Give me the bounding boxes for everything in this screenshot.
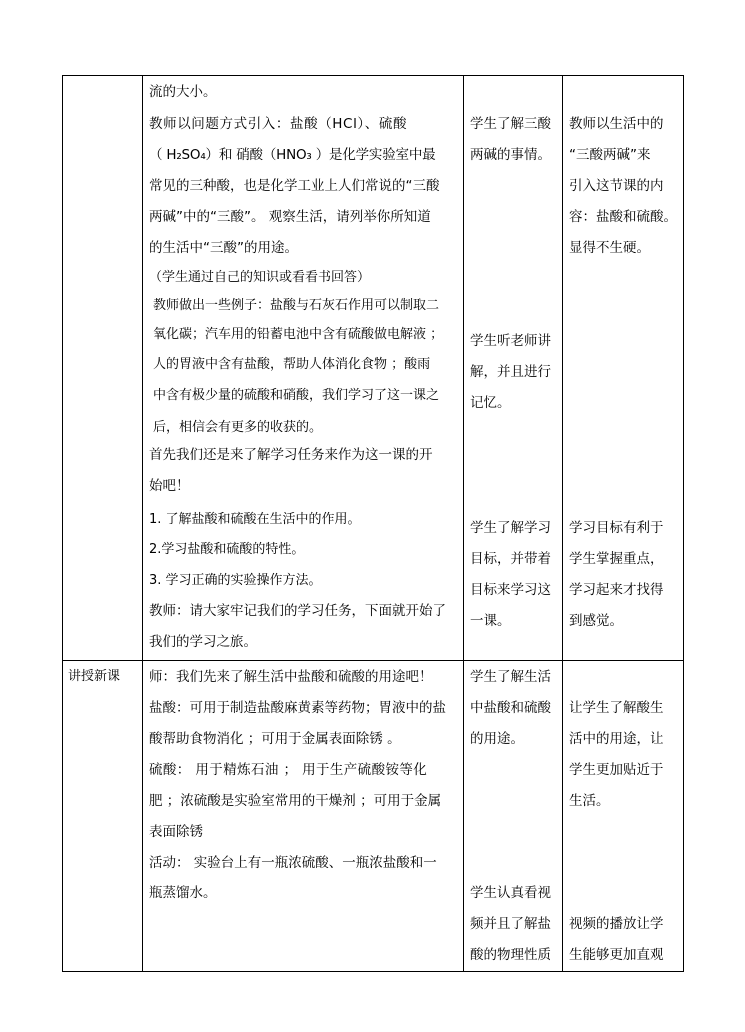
design-intent-line: 视频的播放让学: [569, 916, 664, 932]
student-activity-line: 学生听老师讲: [470, 333, 551, 349]
col-divider-4: [683, 75, 684, 972]
student-activity-line: 学生认真看视: [470, 885, 551, 901]
paragraph: 活动： 实验台上有一瓶浓硫酸、一瓶浓盐酸和一: [149, 855, 437, 871]
col-divider-1: [142, 75, 143, 972]
paragraph: 我们的学习之旅。: [149, 634, 257, 650]
paragraph: （学生通过自己的知识或看看书回答）: [149, 270, 371, 285]
design-intent-line: 到感觉。: [569, 613, 623, 629]
table-border-top: [62, 75, 684, 76]
design-intent-line: 生能够更加直观: [569, 947, 664, 963]
row-divider: [62, 660, 684, 661]
paragraph: 教师做出一些例子：盐酸与石灰石作用可以制取二: [153, 298, 440, 313]
design-intent-line: 让学生了解酸生: [569, 700, 664, 716]
student-activity-line: 解，并且进行: [470, 364, 551, 380]
paragraph: 的生活中“三酸”的用途。: [149, 240, 298, 256]
student-activity-line: 的用途。: [470, 731, 524, 747]
list-item: 3. 学习正确的实验操作方法。: [149, 573, 322, 588]
design-intent-line: 活中的用途，让: [569, 731, 664, 747]
paragraph: 常见的三种酸，也是化学工业上人们常说的“三酸: [149, 178, 440, 194]
design-intent-line: 教师以生活中的: [569, 116, 664, 132]
design-intent-line: 学习目标有利于: [569, 520, 664, 536]
design-intent-line: “三酸两碱”来: [569, 147, 651, 163]
design-intent-line: 学习起来才找得: [569, 582, 664, 598]
student-activity-line: 学生了解学习: [470, 520, 551, 536]
student-activity-line: 频并且了解盐: [470, 916, 551, 932]
list-item: 1. 了解盐酸和硫酸在生活中的作用。: [149, 512, 361, 527]
paragraph: 硫酸： 用于精炼石油 ； 用于生产硫酸铵等化: [149, 762, 428, 778]
table-border-bottom: [62, 971, 684, 972]
student-activity-line: 酸的物理性质: [470, 947, 551, 963]
student-activity-line: 目标，并带着: [470, 551, 551, 567]
paragraph: 教师以问题方式引入：盐酸（HCl）、硫酸: [149, 116, 408, 132]
paragraph: 首先我们还是来了解学习任务来作为这一课的开: [149, 447, 433, 463]
student-activity-line: 学生了解三酸: [470, 116, 551, 132]
paragraph: 始吧！: [149, 478, 190, 494]
paragraph: 表面除锈: [149, 824, 203, 840]
student-activity-line: 一课。: [470, 613, 511, 629]
list-item: 2.学习盐酸和硫酸的特性。: [149, 542, 305, 557]
paragraph: （ H₂SO₄）和 硝酸（HNO₃ ）是化学实验室中最: [149, 147, 436, 163]
design-intent-line: 学生更加贴近于: [569, 762, 664, 778]
paragraph: 酸帮助食物消化 ；可用于金属表面除锈 。: [149, 731, 401, 747]
stage-label: 讲授新课: [68, 669, 121, 684]
paragraph: 瓶蒸馏水。: [149, 885, 217, 901]
design-intent-line: 引入这节课的内: [569, 178, 664, 194]
col-divider-0: [62, 75, 63, 972]
paragraph: 两碱”中的“三酸”。 观察生活，请列举你所知道: [149, 209, 431, 225]
student-activity-line: 目标来学习这: [470, 582, 551, 598]
design-intent-line: 学生掌握重点，: [569, 551, 664, 567]
design-intent-line: 容：盐酸和硫酸。: [569, 209, 677, 225]
paragraph: 氧化碳；汽车用的铅蓄电池中含有硫酸做电解液 ；: [153, 327, 444, 342]
col-divider-2: [463, 75, 464, 972]
col-divider-3: [562, 75, 563, 972]
paragraph: 流的大小。: [149, 84, 217, 100]
student-activity-line: 学生了解生活: [470, 669, 551, 685]
paragraph: 教师：请大家牢记我们的学习任务，下面就开始了: [149, 603, 446, 619]
design-intent-line: 显得不生硬。: [569, 240, 650, 256]
paragraph: 人的胃液中含有盐酸，帮助人体消化食物 ；酸雨: [153, 357, 431, 372]
paragraph: 师：我们先来了解生活中盐酸和硫酸的用途吧！: [149, 669, 433, 685]
paragraph: 盐酸：可用于制造盐酸麻黄素等药物；胃液中的盐: [149, 700, 446, 716]
design-intent-line: 生活。: [569, 793, 610, 809]
student-activity-line: 两碱的事情。: [470, 147, 551, 163]
student-activity-line: 中盐酸和硫酸: [470, 700, 551, 716]
paragraph: 后，相信会有更多的收获的。: [153, 420, 323, 435]
paragraph: 肥 ；浓硫酸是实验室常用的干燥剂 ；可用于金属: [149, 793, 442, 809]
student-activity-line: 记忆。: [470, 395, 511, 411]
paragraph: 中含有极少量的硫酸和硝酸，我们学习了这一课之: [153, 388, 440, 403]
